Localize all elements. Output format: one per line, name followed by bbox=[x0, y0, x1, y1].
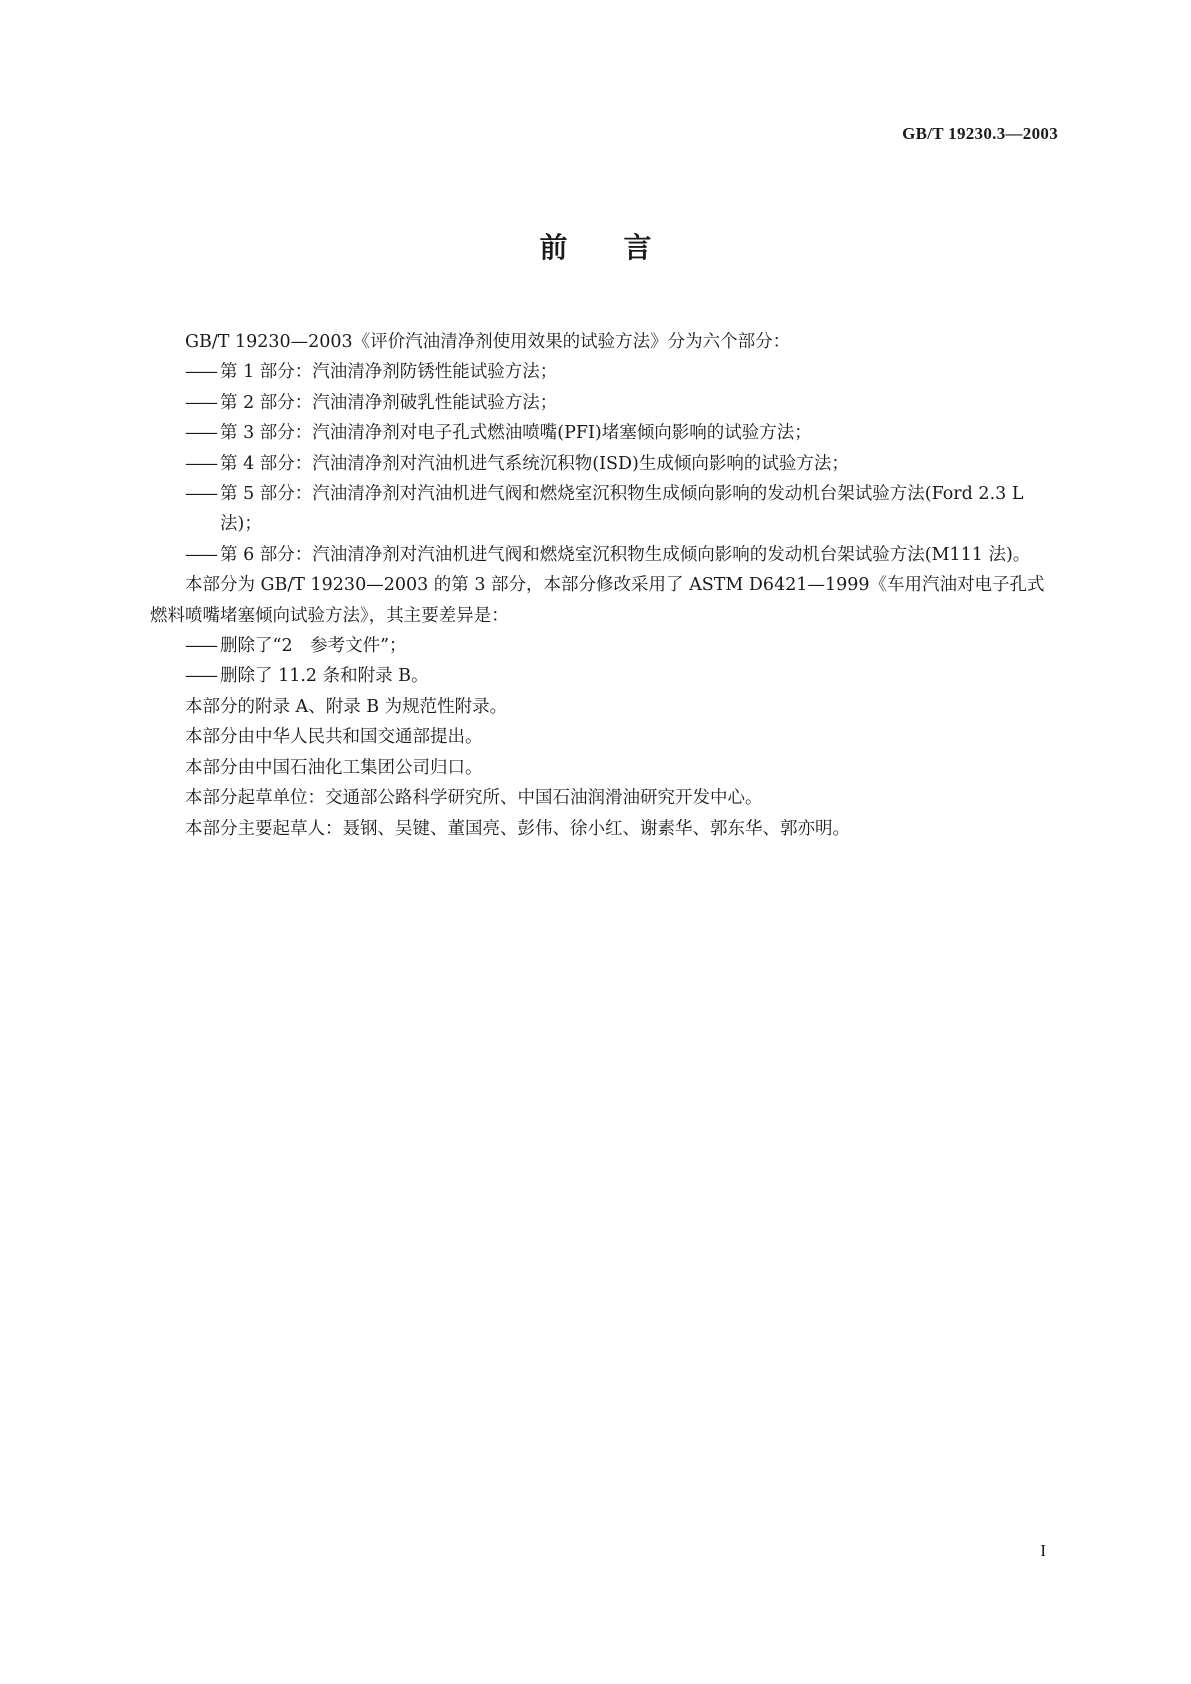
standard-code: GB/T 19230.3—2003 bbox=[902, 124, 1058, 143]
dash: —— bbox=[185, 392, 216, 413]
list-item bbox=[150, 661, 1060, 691]
page-number: I bbox=[1040, 1541, 1046, 1560]
list-item bbox=[150, 631, 1060, 661]
part-1: 第 1 部分：汽油清净剂防锈性能试验方法； bbox=[220, 362, 558, 383]
adoption-paragraph: 本部分为 GB/T 19230—2003 的第 3 部分，本部分修改采用了 ASTM D6421—1999《车用汽油对电子孔式燃料喷嘴堵塞倾向试验方法》，其主要差异是： bbox=[150, 575, 1045, 626]
list-item bbox=[150, 388, 1060, 418]
note-drafters: 本部分主要起草人：聂钢、吴键、董国亮、彭伟、徐小红、谢素华、郭东华、郭亦明。 bbox=[185, 818, 850, 839]
dash: —— bbox=[185, 362, 216, 383]
list-item bbox=[150, 418, 1060, 448]
part-3: 第 3 部分：汽油清净剂对电子孔式燃油喷嘴(PFI)堵塞倾向影响的试验方法； bbox=[220, 423, 812, 444]
note-proposer: 本部分由中华人民共和国交通部提出。 bbox=[185, 727, 483, 748]
note-centralized: 本部分由中国石油化工集团公司归口。 bbox=[185, 757, 483, 778]
part-2: 第 2 部分：汽油清净剂破乳性能试验方法； bbox=[220, 392, 558, 413]
difference-2: 删除了 11.2 条和附录 B。 bbox=[220, 666, 429, 687]
list-item bbox=[150, 540, 1060, 570]
intro-paragraph: GB/T 19230—2003《评价汽油清净剂使用效果的试验方法》分为六个部分： bbox=[185, 332, 791, 352]
list-item bbox=[150, 449, 1060, 479]
foreword-body bbox=[150, 327, 1060, 844]
part-6: 第 6 部分：汽油清净剂对汽油机进气阀和燃烧室沉积物生成倾向影响的发动机台架试验方法(M111 法)。 bbox=[220, 544, 1031, 565]
list-item bbox=[150, 479, 1060, 540]
note-drafting-units: 本部分起草单位：交通部公路科学研究所、中国石油润滑油研究开发中心。 bbox=[185, 788, 763, 809]
dash: —— bbox=[185, 453, 216, 474]
difference-1: 删除了“2 参考文件”； bbox=[220, 636, 407, 657]
note-annex: 本部分的附录 A、附录 B 为规范性附录。 bbox=[185, 696, 508, 717]
dash: —— bbox=[185, 423, 216, 444]
dash: —— bbox=[185, 544, 216, 565]
part-4: 第 4 部分：汽油清净剂对汽油机进气系统沉积物(ISD)生成倾向影响的试验方法； bbox=[220, 453, 849, 474]
page-title: 前言 bbox=[539, 231, 708, 264]
list-item bbox=[150, 357, 1060, 387]
dash: —— bbox=[185, 636, 216, 657]
dash: —— bbox=[185, 666, 216, 687]
part-5: 第 5 部分：汽油清净剂对汽油机进气阀和燃烧室沉积物生成倾向影响的发动机台架试验方法(Ford 2.3 L 法)； bbox=[220, 484, 1024, 535]
dash: —— bbox=[185, 484, 216, 505]
